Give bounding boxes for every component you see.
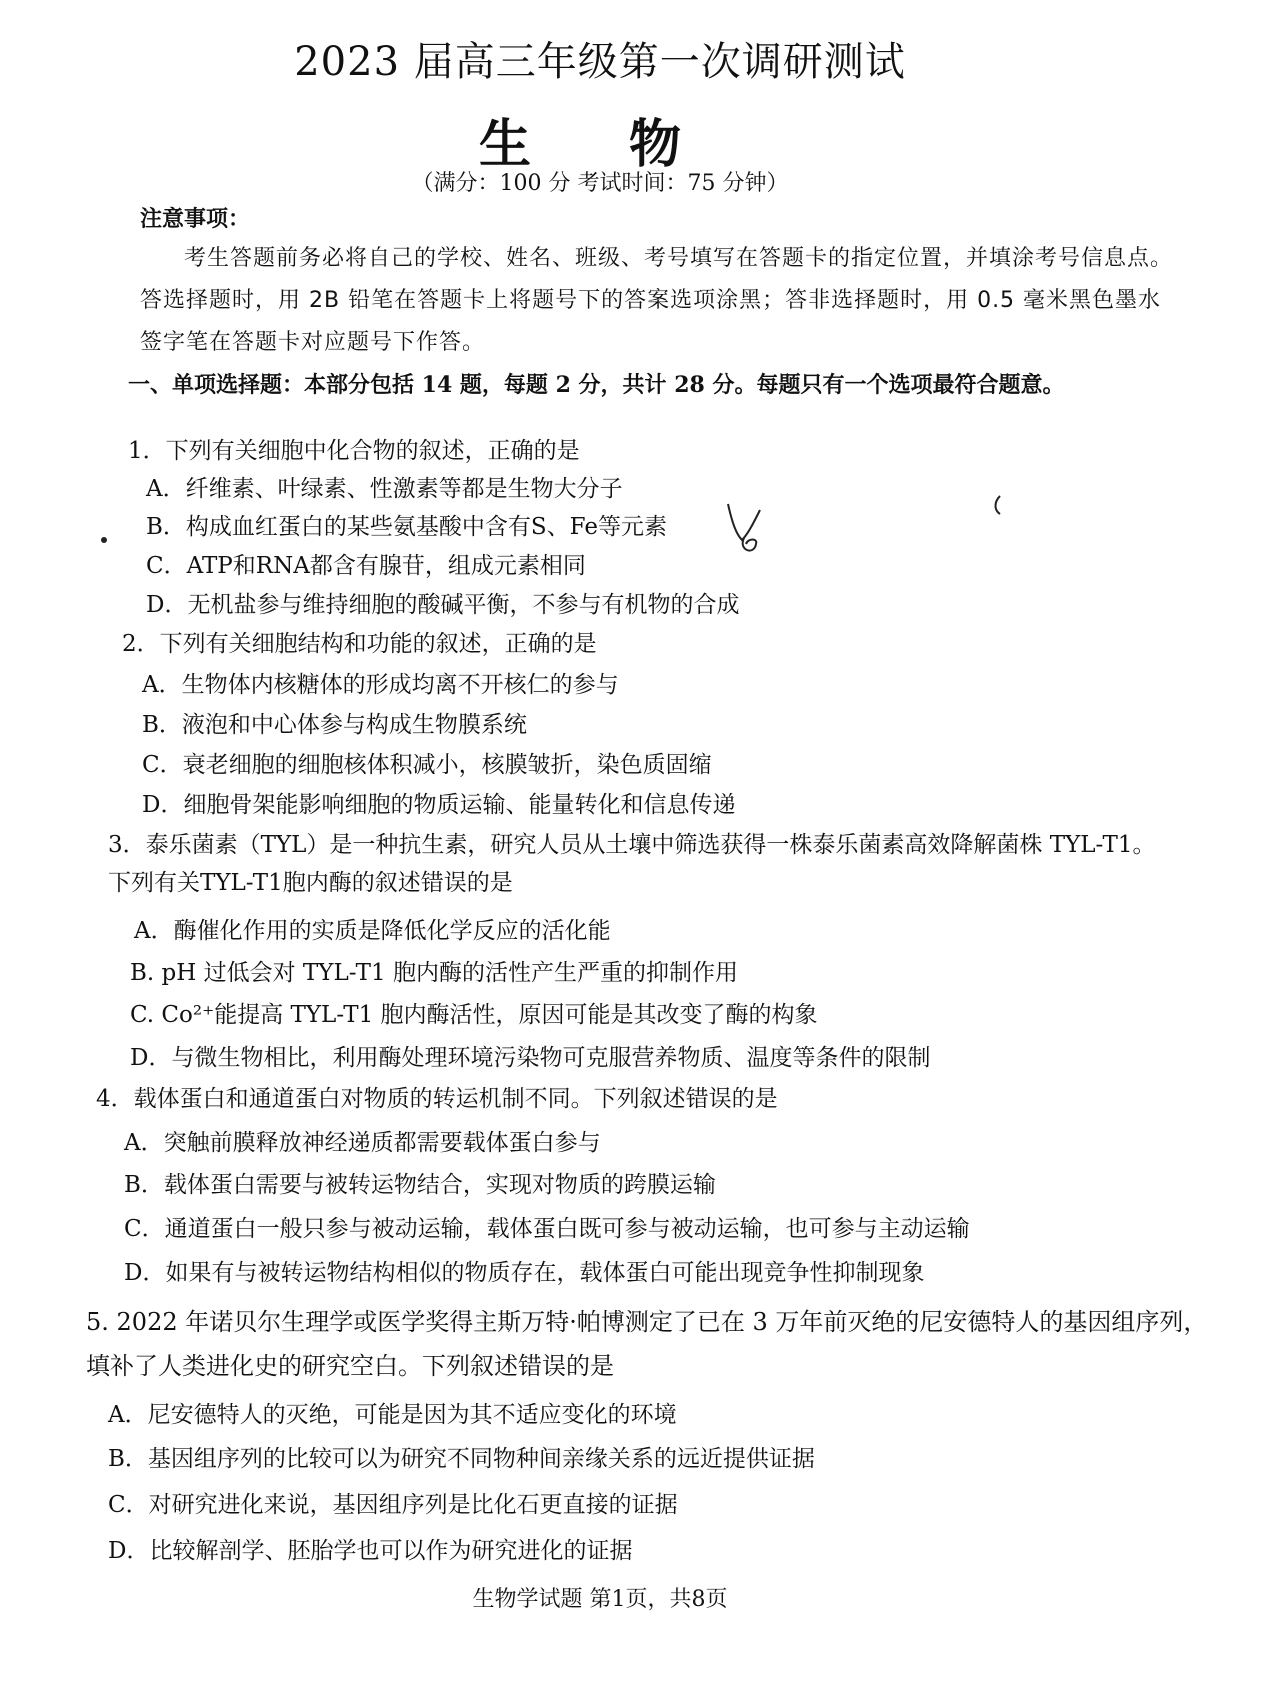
question-4-stem: 4．载体蛋白和通道蛋白对物质的转运机制不同。下列叙述错误的是 <box>96 1086 778 1112</box>
question-5-option-d: D．比较解剖学、胚胎学也可以作为研究进化的证据 <box>108 1538 633 1564</box>
question-5-option-b: B．基因组序列的比较可以为研究不同物种间亲缘关系的远近提供证据 <box>108 1446 815 1472</box>
question-2-option-c: C．衰老细胞的细胞核体积减小，核膜皱折，染色质固缩 <box>142 752 712 778</box>
question-1-option-d: D．无机盐参与维持细胞的酸碱平衡，不参与有机物的合成 <box>146 592 740 618</box>
subject-title: 生 物 <box>478 114 722 175</box>
question-2-option-a: A．生物体内核糖体的形成均离不开核仁的参与 <box>142 672 619 698</box>
notice-body: 考生答题前务必将自己的学校、姓名、班级、考号填写在答题卡的指定位置，并填涂考号信息点。答选择题时，用 2B 铅笔在答题卡上将题号下的答案选项涂黑；答非选择题时，用 0.5 毫米黑色墨水签字笔在答题卡对应题号下作答。 <box>140 246 1174 355</box>
question-4-option-b: B．载体蛋白需要与被转运物结合，实现对物质的跨膜运输 <box>124 1172 716 1198</box>
section-heading: 一、单项选择题：本部分包括 14 题，每题 2 分，共计 28 分。每题只有一个选项最符合题意。 <box>128 372 1065 398</box>
question-1-option-b: B．构成血红蛋白的某些氨基酸中含有S、Fe等元素 <box>146 514 667 540</box>
question-4-option-d: D．如果有与被转运物结构相似的物质存在，载体蛋白可能出现竞争性抑制现象 <box>124 1260 925 1286</box>
question-3-option-d: D．与微生物相比，利用酶处理环境污染物可克服营养物质、温度等条件的限制 <box>130 1045 931 1071</box>
question-2-stem: 2．下列有关细胞结构和功能的叙述，正确的是 <box>122 631 597 657</box>
question-5-stem: 5. 2022 年诺贝尔生理学或医学奖得主斯万特·帕博测定了已在 3 万年前灭绝的尼安德特人的基因组序列，填补了人类进化史的研究空白。下列叙述错误的是 <box>86 1308 1208 1380</box>
question-5-option-a: A．尼安德特人的灭绝，可能是因为其不适应变化的环境 <box>108 1402 677 1428</box>
question-3-option-a: A．酶催化作用的实质是降低化学反应的活化能 <box>134 918 611 944</box>
page-footer: 生物学试题 第1页，共8页 <box>472 1587 728 1612</box>
notice-heading: 注意事项： <box>140 206 251 232</box>
question-4-option-a: A．突触前膜释放神经递质都需要载体蛋白参与 <box>124 1130 601 1156</box>
handwritten-mark-icon <box>720 498 780 558</box>
question-5-option-c: C．对研究进化来说，基因组序列是比化石更直接的证据 <box>108 1492 678 1518</box>
score-info: （满分：100 分 考试时间：75 分钟） <box>411 171 789 196</box>
pen-stroke-icon <box>990 494 1010 518</box>
exam-title: 2023 届高三年级第一次调研测试 <box>294 39 906 85</box>
question-3-option-c: C. Co²⁺能提高 TYL-T1 胞内酶活性，原因可能是其改变了酶的构象 <box>130 1002 818 1028</box>
pen-dot-icon <box>98 534 118 554</box>
question-1-stem: 1．下列有关细胞中化合物的叙述，正确的是 <box>128 438 580 464</box>
question-3-stem: 3．泰乐菌素（TYL）是一种抗生素，研究人员从土壤中筛选获得一株泰乐菌素高效降解菌株 TYL-T1。下列有关TYL-T1胞内酶的叙述错误的是 <box>108 832 1156 896</box>
question-2-option-d: D．细胞骨架能影响细胞的物质运输、能量转化和信息传递 <box>142 792 736 818</box>
question-4-option-c: C．通道蛋白一般只参与被动运输，载体蛋白既可参与被动运输，也可参与主动运输 <box>124 1216 970 1242</box>
question-2-option-b: B．液泡和中心体参与构成生物膜系统 <box>142 712 527 738</box>
question-1-option-a: A．纤维素、叶绿素、性激素等都是生物大分子 <box>146 476 623 502</box>
question-1-option-c: C．ATP和RNA都含有腺苷，组成元素相同 <box>146 553 586 579</box>
question-3-option-b: B. pH 过低会对 TYL-T1 胞内酶的活性产生严重的抑制作用 <box>130 960 738 986</box>
